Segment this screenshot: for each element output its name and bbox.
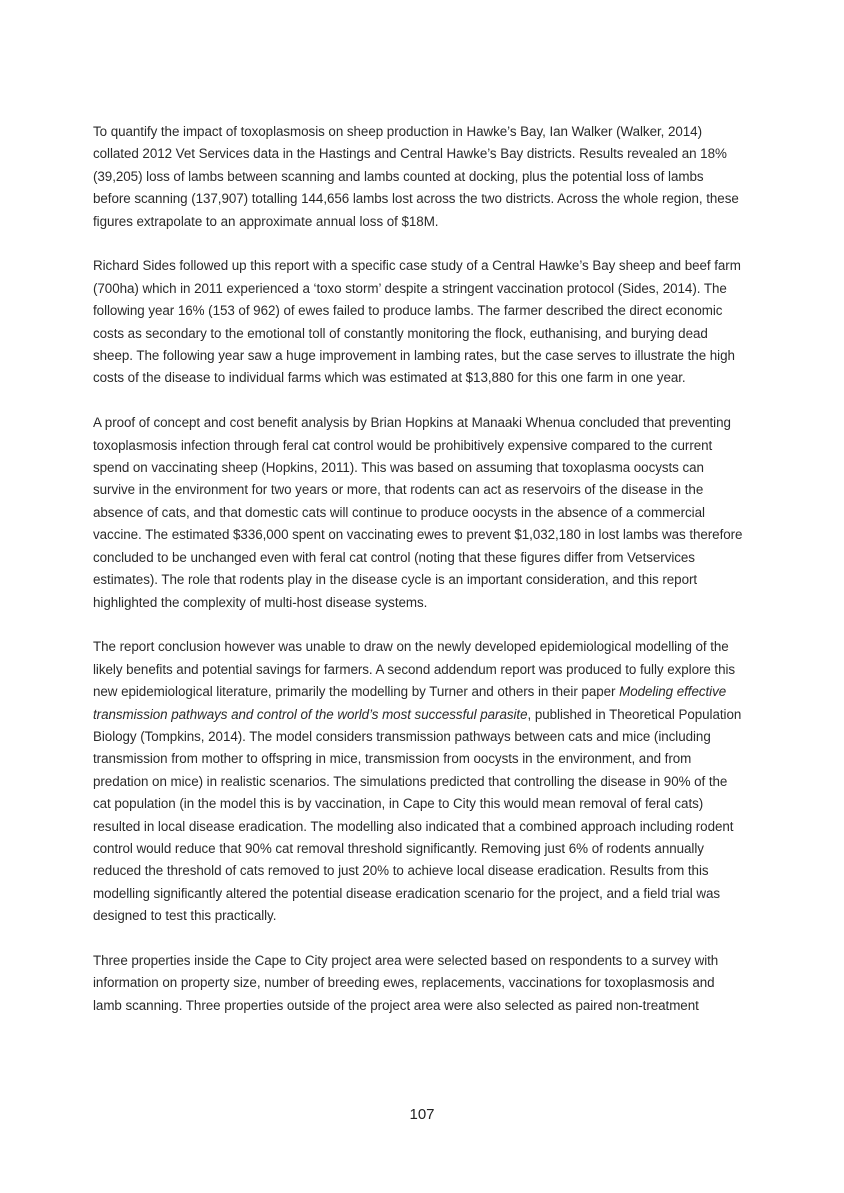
paragraph-hopkins-analysis: A proof of concept and cost benefit analysis by Brian Hopkins at Manaaki Whenua concluded that preventing toxoplasmosis infection through feral cat control would be prohibitively expensive compared to the current spend on vaccinating sheep (Hopkins, 2011). This was based on assuming that toxoplasma oocysts can survive in the environment for two years or more, that rodents can act as reservoirs of the disease in the absence of cats, and that domestic cats will continue to produce oocysts in the absence of a commercial vaccine. The estimated $336,000 spent on vaccinating ewes to prevent $1,032,180 in lost lambs was therefore concluded to be unchanged even with feral cat control (noting that these figures differ from Vetservices estimates). The role that rodents play in the disease cycle is an important consideration, and this report highlighted the complexity of multi-host disease systems. (93, 415, 743, 610)
page-number: 107 (409, 1106, 435, 1123)
paper-title: Modeling effective transmission pathways and control of the world’s most successful parasite (93, 684, 727, 722)
paragraph-modelling-text-after: , published in Theoretical Population Biology (Tompkins, 2014). The model considers transmission pathways between cats and mice (including transmission from mother to offspring in mice, transmission from oocysts in the environment, and from predation on mice) in realistic scenarios. The simulations predicted that controlling the disease in 90% of the cat population (in the model this is by vaccination, in Cape to City this would mean removal of feral cats) resulted in local disease eradication. The modelling also indicated that a combined approach including rodent control would reduce that 90% cat removal threshold significantly. Removing just 6% of rodents annually reduced the threshold of cats removed to just 20% to achieve local disease eradication. Results from this modelling significantly altered the potential disease eradication scenario for the project, and a field trial was designed to test this practically. (93, 706, 742, 924)
paragraph-field-trial: Three properties inside the Cape to City project area were selected based on respondents to a survey with information on property size, number of breeding ewes, replacements, vaccinations for toxoplasmosis and lamb scanning. Three properties outside of the project area were also selected as paired non-treatment (93, 952, 719, 1013)
paragraph-modelling-text-before: The report conclusion however was unable to draw on the newly developed epidemiological modelling of the likely benefits and potential savings for farmers. A second addendum report was produced to fully explore this new epidemiological literature, primarily the modelling by Turner and others in their paper (93, 639, 736, 700)
paragraph-modelling (93, 636, 744, 927)
paragraph-walker-impact: To quantify the impact of toxoplasmosis on sheep production in Hawke’s Bay, Ian Walker (Walker, 2014) collated 2012 Vet Services data in the Hastings and Central Hawke’s Bay districts. Results revealed an 18% (39,205) loss of lambs between scanning and lambs counted at docking, plus the potential loss of lambs before scanning (137,907) totalling 144,656 lambs lost across the two districts. Across the whole region, these figures extrapolate to an approximate annual loss of $18M. (93, 124, 739, 229)
body-text (93, 121, 744, 1017)
paragraph-sides-case-study: Richard Sides followed up this report with a specific case study of a Central Hawke’s Bay sheep and beef farm (700ha) which in 2011 experienced a ‘toxo storm’ despite a stringent vaccination protocol (Sides, 2014). The following year 16% (153 of 962) of ewes failed to produce lambs. The farmer described the direct economic costs as secondary to the emotional toll of constantly monitoring the flock, euthanising, and burying dead sheep. The following year saw a huge improvement in lambing rates, but the case serves to illustrate the high costs of the disease to individual farms which was estimated at $13,880 for this one farm in one year. (93, 258, 741, 386)
